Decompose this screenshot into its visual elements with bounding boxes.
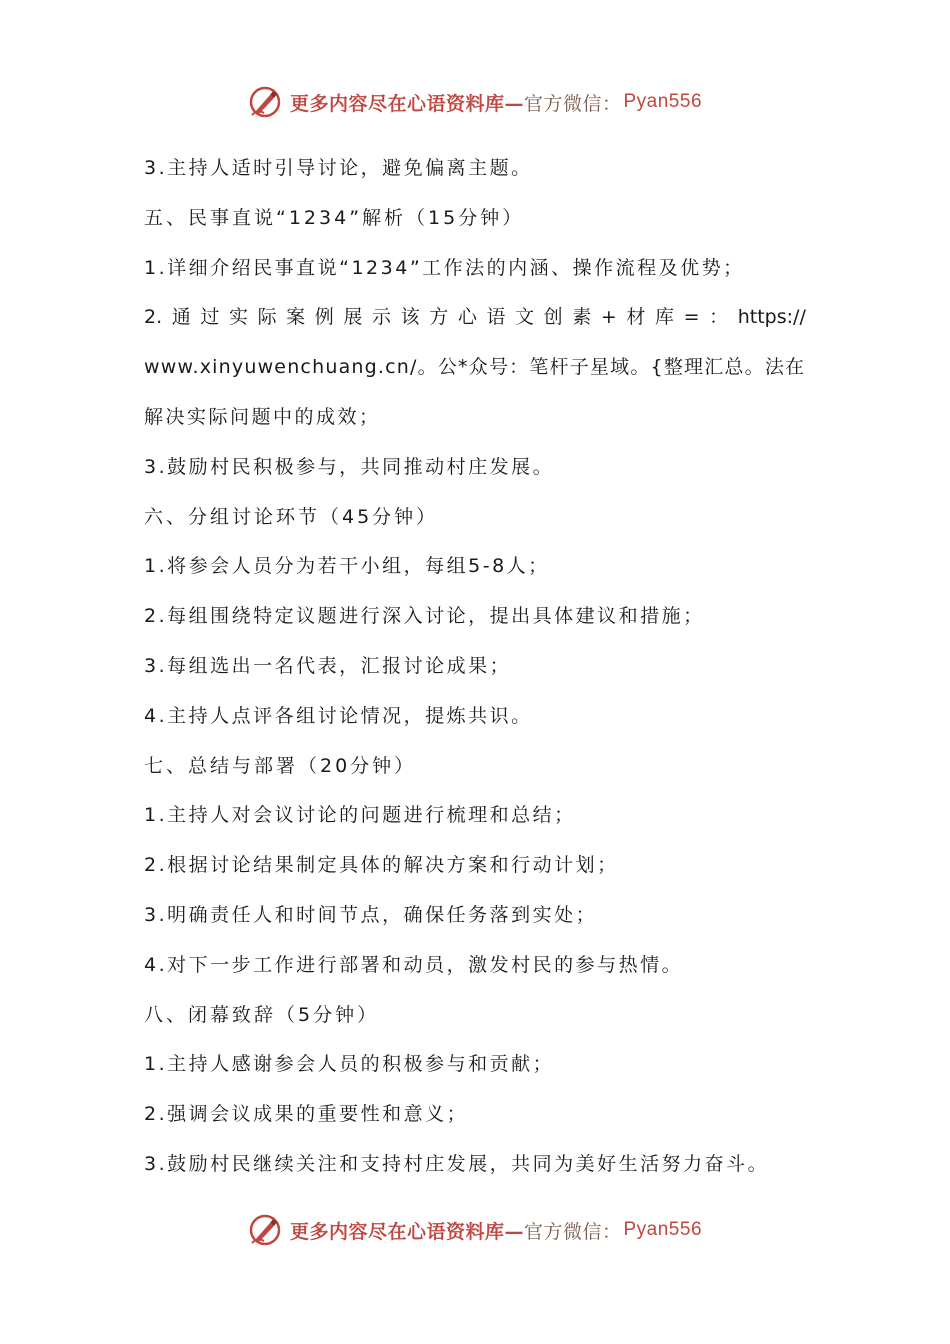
- section-heading-8: 八、闭幕致辞（5分钟）: [144, 1003, 380, 1026]
- text-token: ：: [709, 306, 729, 329]
- text-token: 实: [228, 306, 248, 329]
- body-line: 3.鼓励村民积极参与，共同推动村庄发展。: [144, 455, 555, 478]
- text-token: 库: [655, 306, 675, 329]
- body-line: www.xinyuwenchuang.cn/。公*众号：笔杆子星域。{整理汇总。法在: [144, 356, 806, 379]
- body-line: 3.明确责任人和时间节点，确保任务落到实处；: [144, 903, 598, 926]
- text-token: 方: [429, 306, 449, 329]
- banner-main-text: 更多内容尽在心语资料库—: [289, 92, 524, 115]
- body-line: 1.主持人对会议讨论的问题进行梳理和总结；: [144, 804, 576, 827]
- pen-logo-icon: [248, 1213, 282, 1247]
- text-token: =: [683, 306, 700, 329]
- body-line: 1.将参会人员分为若干小组，每组5-8人；: [144, 555, 550, 578]
- pen-logo-icon: [248, 85, 282, 119]
- body-line: 3.每组选出一名代表，汇报讨论成果；: [144, 654, 512, 677]
- text-token: 材: [626, 306, 646, 329]
- section-heading-6: 六、分组讨论环节（45分钟）: [144, 505, 439, 528]
- text-token: 创: [543, 306, 563, 329]
- header-banner-text: [290, 89, 702, 116]
- header-watermark-banner: [0, 82, 950, 122]
- banner-wechat-label: 官方微信：: [523, 1220, 622, 1243]
- document-body: [144, 144, 806, 1190]
- text-token: 素: [572, 306, 592, 329]
- body-line: 解决实际问题中的成效；: [144, 405, 381, 428]
- text-token: 展: [343, 306, 363, 329]
- text-token: 心: [457, 306, 477, 329]
- text-token: 过: [200, 306, 220, 329]
- banner-wechat-label: 官方微信：: [523, 92, 622, 115]
- text-token: 示: [372, 306, 392, 329]
- body-line: 2.每组围绕特定议题进行深入讨论，提出具体建议和措施；: [144, 605, 705, 628]
- banner-main-text: 更多内容尽在心语资料库—: [289, 1220, 524, 1243]
- footer-watermark-banner: [0, 1210, 950, 1250]
- body-line: 4.对下一步工作进行部署和动员，激发村民的参与热情。: [144, 953, 684, 976]
- body-line: 1.主持人感谢参会人员的积极参与和贡献；: [144, 1053, 555, 1076]
- body-line-justified: [144, 293, 806, 343]
- text-token: +: [600, 306, 617, 329]
- text-token: 例: [314, 306, 334, 329]
- body-line: 1.详细介绍民事直说“1234”工作法的内涵、操作流程及优势；: [144, 256, 745, 279]
- body-line: 4.主持人点评各组讨论情况，提炼共识。: [144, 704, 533, 727]
- section-heading-7: 七、总结与部署（20分钟）: [144, 754, 417, 777]
- text-token: 语: [486, 306, 506, 329]
- body-line: 2.强调会议成果的重要性和意义；: [144, 1103, 469, 1126]
- text-token: 该: [400, 306, 420, 329]
- text-token: 2.: [144, 306, 163, 329]
- text-token: https://: [737, 306, 806, 329]
- footer-banner-text: [290, 1217, 702, 1244]
- text-token: 通: [171, 306, 191, 329]
- body-line: 3.鼓励村民继续关注和支持村庄发展，共同为美好生活努力奋斗。: [144, 1152, 770, 1175]
- text-token: 文: [515, 306, 535, 329]
- text-token: 案: [286, 306, 306, 329]
- banner-wechat-id: Pyan556: [623, 1219, 703, 1240]
- body-line: 3.主持人适时引导讨论，避免偏离主题。: [144, 157, 533, 179]
- body-line: 2.根据讨论结果制定具体的解决方案和行动计划；: [144, 854, 619, 877]
- banner-wechat-id: Pyan556: [623, 91, 703, 112]
- section-heading-5: 五、民事直说“1234”解析（15分钟）: [144, 206, 525, 229]
- text-token: 际: [257, 306, 277, 329]
